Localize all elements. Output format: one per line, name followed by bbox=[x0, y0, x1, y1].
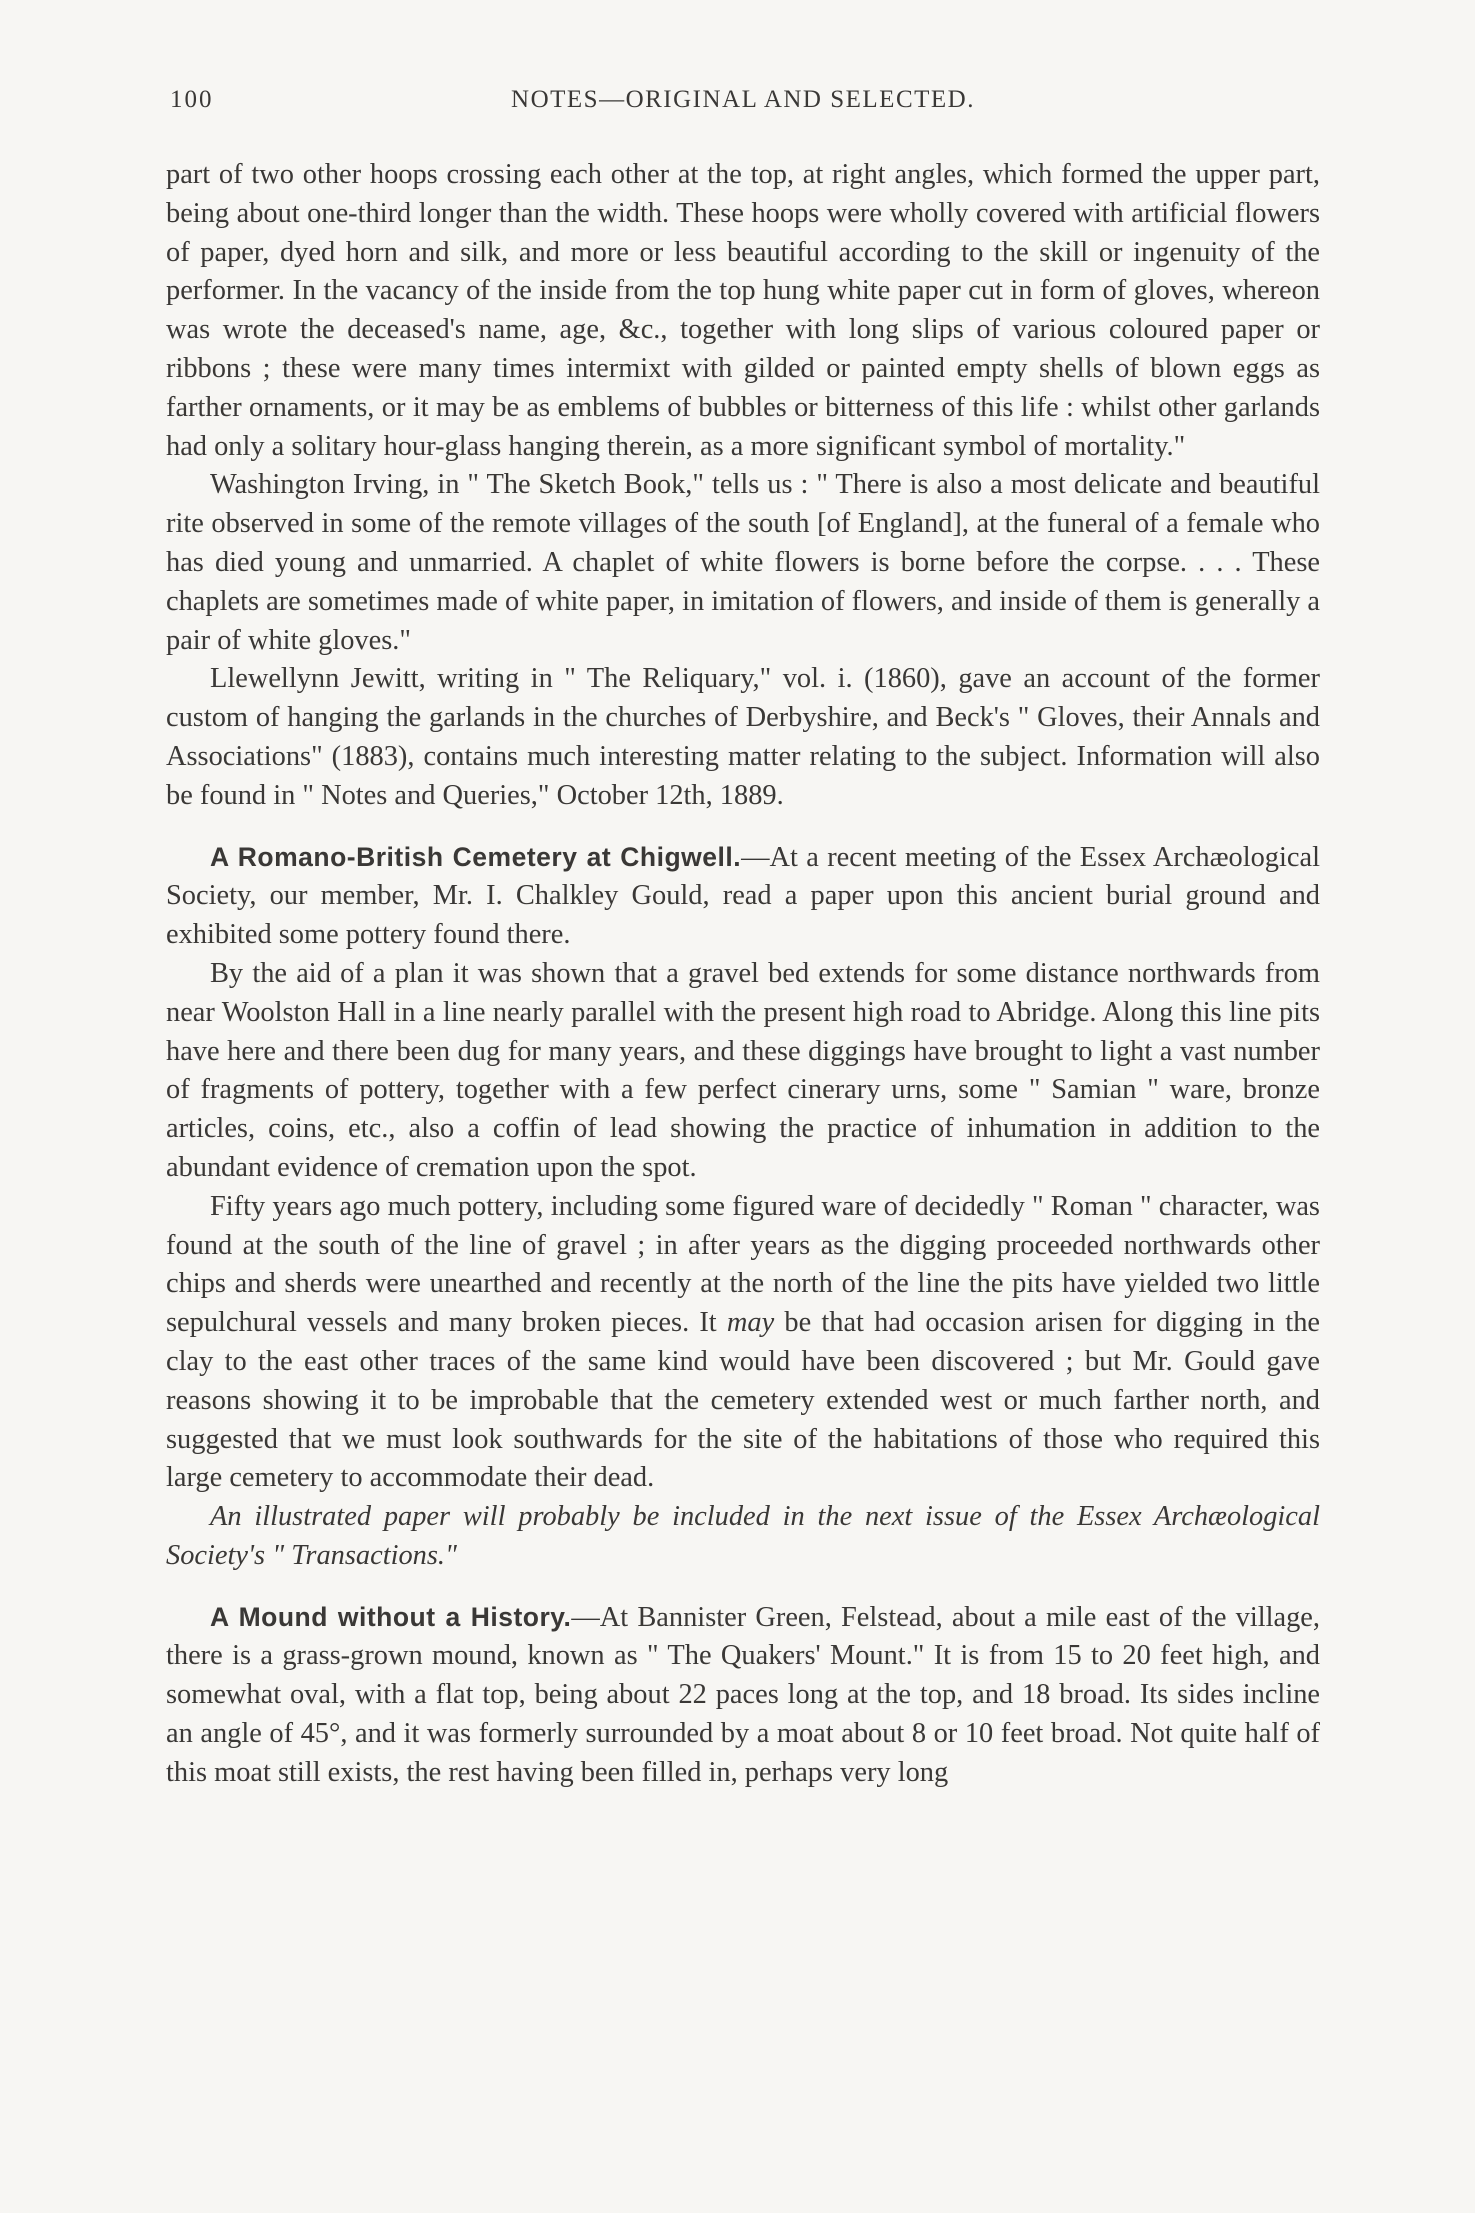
page-body bbox=[166, 156, 1320, 1793]
page-header bbox=[166, 86, 1320, 126]
running-title: NOTES—ORIGINAL AND SELECTED. bbox=[511, 86, 975, 113]
paragraph-jewitt bbox=[166, 660, 1320, 815]
paragraph-illustrated-paper bbox=[166, 1498, 1320, 1576]
paragraph-fifty-years bbox=[166, 1188, 1320, 1498]
paragraph-garland-description bbox=[166, 156, 1320, 466]
section-mound bbox=[166, 1598, 1320, 1793]
section-chigwell-intro bbox=[166, 838, 1320, 955]
emphasis-may: may bbox=[726, 1307, 775, 1339]
section-heading-chigwell: A Romano-British Cemetery at Chigwell. bbox=[210, 841, 742, 872]
paragraph-text: Llewellynn Jewitt, writing in " The Reliquary," vol. i. (1860), gave an account of the former custom of hanging the garlands in the churches of Derbyshire, and Beck's " Gloves, their Annals and Associations" (1883), contains much interesting matter relating to the subject. Information will also be found in " Notes and Queries," October 12th, 1889. bbox=[166, 663, 1320, 811]
paragraph-text: By the aid of a plan it was shown that a gravel bed extends for some distance northwards from near Woolston Hall in a line nearly parallel with the present high road to Abridge. Along this line pits have here and there been dug for many years, and these diggings have brought to light a vast number of fragments of pottery, together with a few perfect cinerary urns, some " Samian " ware, bronze articles, coins, etc., also a coffin of lead showing the practice of inhumation in addition to the abundant evidence of cremation upon the spot. bbox=[166, 957, 1320, 1183]
paragraph-gravel-bed bbox=[166, 955, 1320, 1188]
page-number: 100 bbox=[170, 86, 214, 113]
paragraph-text: —At a recent meeting of the Essex Archæological Society, our member, Mr. I. Chalkley Gould, read a paper upon this ancient burial ground and exhibited some pottery found there. bbox=[166, 841, 1320, 951]
paragraph-text: Washington Irving, in " The Sketch Book," tells us : " There is also a most delicate and beautiful rite observed in some of the remote villages of the south [of England], at the funeral of a female who has died young and unmarried. A chaplet of white flowers is borne before the corpse. . . . These chaplets are sometimes made of white paper, in imitation of flowers, and inside of them is generally a pair of white gloves." bbox=[166, 469, 1320, 656]
paragraph-text: —At Bannister Green, Felstead, about a mile east of the village, there is a grass-grown mound, known as " The Quakers' Mount." It is from 15 to 20 feet high, and somewhat oval, with a flat top, being about 22 paces long at the top, and 18 broad. Its sides incline an angle of 45°, and it was formerly surrounded by a moat about 8 or 10 feet broad. Not quite half of this moat still exists, the rest having been filled in, perhaps very long bbox=[166, 1601, 1320, 1788]
paragraph-text: Fifty years ago much pottery, including some figured ware of decidedly " Roman " character, was found at the south of the line of gravel ; in after years as the digging proceeded northwards other chips and sherds were unearthed and recently at the north of the line the pits have yielded two little sepulchural vessels and many broken pieces. It bbox=[166, 1190, 1320, 1339]
paragraph-text: An illustrated paper will probably be included in the next issue of the Essex Archæological Society's " Transactions." bbox=[166, 1501, 1320, 1571]
section-heading-mound: A Mound without a History. bbox=[210, 1601, 572, 1632]
paragraph-irving-quote bbox=[166, 466, 1320, 660]
paragraph-text: be that had occasion arisen for digging in the clay to the east other traces of the same kind would have been discovered ; but Mr. Gould gave reasons showing it to be improbable that the cemetery extended west or much farther north, and suggested that we must look southwards for the site of the habitations of those who required this large cemetery to accommodate their dead. bbox=[166, 1307, 1320, 1494]
paragraph-text: part of two other hoops crossing each other at the top, at right angles, which formed the upper part, being about one-third longer than the width. These hoops were wholly covered with artificial flowers of paper, dyed horn and silk, and more or less beautiful according to the skill or ingenuity of the performer. In the vacancy of the inside from the top hung white paper cut in form of gloves, whereon was wrote the deceased's name, age, &c., together with long slips of various coloured paper or ribbons ; these were many times intermixt with gilded or painted empty shells of blown eggs as farther ornaments, or it may be as emblems of bubbles or bitterness of this life : whilst other garlands had only a solitary hour-glass hanging therein, as a more significant symbol of mortality." bbox=[166, 159, 1320, 462]
